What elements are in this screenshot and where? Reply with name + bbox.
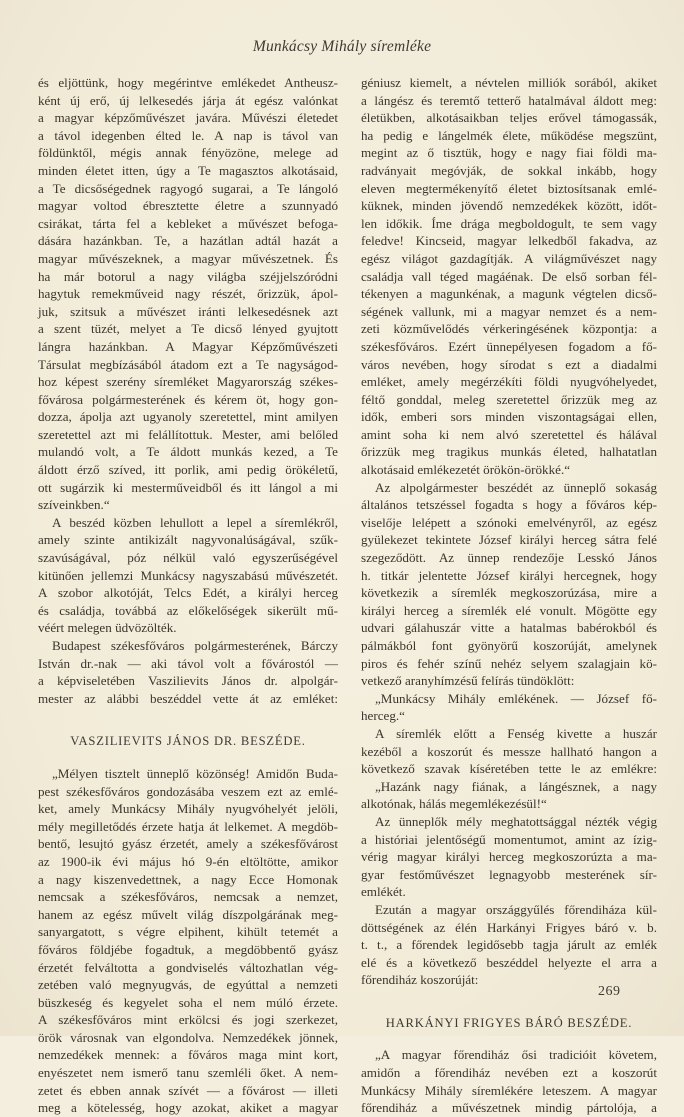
text-line: hoz képest szerény síremléket Magyarország székes-: [38, 374, 338, 390]
text-line: főváros földjébe fogadtuk, a megdöbbentő gyász: [38, 941, 338, 957]
text-line: Munkácsy Mihály síremlékére leteszem. A magyar: [361, 1082, 657, 1098]
text-line: meg a kötelesség, hogy azokat, akiket a magyar: [38, 1100, 338, 1116]
text-line: általános tetszéssel fogadta s hogy a főváros kép-: [361, 497, 657, 513]
text-line: a históriai jelentőségű momentumot, amint az ízig-: [361, 831, 657, 847]
text-line: a szent tüzét, melyet a Te dicső lényed gyujtott: [38, 321, 338, 337]
text-line: A beszéd közben lehullott a lepel a síremlékről,: [52, 514, 338, 530]
text-line: életükben, alkotásaikban teljes erővel támogassák,: [361, 110, 657, 126]
text-line: elé és a következő beszéddel helyezte el arra a: [361, 954, 657, 970]
text-line: dására hazánkban. Te, a hazátlan adtál hazát a: [38, 233, 338, 249]
text-line: családja vall téged magáénak. De első sorban fél-: [361, 268, 657, 284]
text-line: nemzedékek mennek: a főváros maga mint kort,: [38, 1047, 338, 1063]
text-line: város nevében, hogy sírodat s ezt a diadalmi: [361, 356, 657, 372]
text-line: pálmákból font gyönyörű koszorúját, amelynek: [361, 638, 657, 653]
text-line: kezéből a koszorút és messze hallható hangon a: [361, 743, 657, 759]
text-line: érzetét felváltotta a gondviselés változhatlan vég-: [38, 959, 338, 975]
text-line: A székesfőváros mint erkölcsi és jogi szerkezet,: [38, 1012, 338, 1028]
text-line: István dr.-nak — aki távol volt a fővárostól —: [38, 655, 338, 671]
text-line: a távol idegenben élted le. A nap is távol van: [38, 127, 338, 143]
text-line: sanyargatott, s végre elpihent, kihült tetemét a: [38, 924, 338, 940]
text-line: udvari gálahuszár vitte a hatalmas babérokból és: [361, 620, 657, 636]
text-line: mester az alábbi beszéddel vette át az emléket:: [38, 690, 338, 706]
text-line: következik a síremlék megkoszorúzása, mire a: [361, 585, 657, 601]
text-line: Az ünneplők mély meghatottsággal nézték végig: [375, 813, 657, 829]
text-line: magyar művészeknek, a magyar művészetnek. És: [38, 250, 338, 266]
text-line: földünktől, mégis annak fényözöne, melege ad: [38, 145, 338, 161]
paragraph: [38, 637, 338, 707]
text-line: enyészetet nem ismerő tanu szemléli őket. A nem-: [38, 1065, 338, 1081]
text-line: Budapest székesfőváros polgármesterének, Bárczy: [52, 638, 338, 653]
text-line: idők, emberi sors minden viszontagságai ellen,: [361, 409, 657, 425]
text-line: a lángész és teremtő tetterő hatalmával áldott meg:: [361, 92, 657, 108]
text-line: Az alpolgármester beszédét az ünneplő sokaság: [375, 479, 657, 495]
text-line: küknek, minden jövendő nemzedékek között, időt-: [361, 198, 657, 214]
text-line: a Te dicsőségednek ragyogó sugarai, a Te lángoló: [38, 180, 338, 196]
paragraph: [361, 74, 657, 479]
text-line: királyi herceg a síremlék elé vonult. Mögötte egy: [361, 602, 657, 618]
text-line: géniusz kiemelt, a névtelen milliók sorából, akiket: [361, 75, 657, 90]
text-line: Ezután a magyar országgyűlés főrendiháza kül-: [375, 901, 657, 917]
text-line: gyülekezet tekintete József királyi herceg sátra felé: [361, 532, 657, 548]
text-line: féltő gonddal, meleg szeretettel őrizzük meg az: [361, 391, 657, 407]
text-line: szíveinkben.“: [38, 497, 110, 513]
text-line: herceg.“: [361, 708, 405, 724]
text-line: zetében való megnyugvás, de egyúttal a nemzeti: [38, 977, 338, 993]
text-line: minden életet itten, úgy a Te magasztos alkotásaid,: [38, 162, 338, 178]
text-line: t. t., a főrendek legidősebb tagja járult az emlék: [361, 937, 657, 953]
text-line: A szobor alkotóját, Telcs Edét, a királyi herceg: [38, 585, 338, 601]
text-line: eleven megtermékenyítő életet biztosítsanak emlé-: [361, 180, 657, 196]
text-line: következő szavak kíséretében tette le az emlékre:: [361, 761, 657, 777]
paragraph: [38, 74, 338, 514]
text-line: ként új erő, új lelkesedés járja át egész valónkat: [38, 92, 338, 108]
running-head: Munkácsy Mihály síremléke: [252, 38, 432, 55]
text-line: fővárosa polgármesterének és kérem öt, hogy gon-: [38, 391, 338, 407]
text-line: főrendiház koszorúját:: [361, 972, 479, 988]
text-line: hanem az egész művelt világ díszpolgárának meg-: [38, 906, 338, 922]
text-line: őrizzük meg tragikus munkás életed, halhatatlan: [361, 444, 657, 460]
text-line: véért melegen üdvözölték.: [38, 620, 177, 636]
text-line: dozza, ápolja azt ugyanoly szeretettel, mint amilyen: [38, 409, 338, 425]
paragraph: [361, 725, 657, 778]
paragraph: [361, 901, 657, 989]
text-line: szegeződött. Az ünnep rendezője Lesskó János: [361, 550, 657, 566]
text-line: emléket, amely megérzékíti földi nyugvóhelyedet,: [361, 374, 657, 390]
text-line: „Munkácsy Mihály emlékének. — József fő-: [375, 690, 657, 706]
text-line: a nagy kiszenvedettnek, a nagy Ecce Homonak: [38, 871, 338, 887]
text-line: mély megilletődés érzete hatja át lelkemet. A megdöb-: [38, 818, 338, 834]
text-line: hagytuk remekműveid nagy részét, őrizzük, ápol-: [38, 286, 338, 302]
text-line: emlékét.: [361, 884, 406, 900]
text-line: amely szinte antikizált nagyvonalúságával, szűk-: [38, 532, 338, 548]
text-line: magyar voltod ébresztette életre a szunnyadó: [38, 198, 338, 214]
text-line: örök városnak van elgondolva. Nemzedékek jönnek,: [38, 1029, 338, 1045]
text-line: szavúságával, póz nélkül való egyszerűségével: [38, 550, 338, 566]
text-line: nemcsak a székesfőváros, nemcsak a nemzet,: [38, 889, 338, 905]
text-line: feledve! Kincseid, magyar lelkedből fakadva, az: [361, 233, 657, 249]
paragraph: [38, 514, 338, 637]
text-line: vetkező aranyhímzésű felírás tündöklött:: [361, 673, 575, 689]
section-heading: VASZILIEVITS JÁNOS DR. BESZÉDE.: [70, 734, 306, 749]
text-line: len időkik. Íme drága megboldogult, te sem vagy: [361, 215, 657, 231]
text-line: „Hazánk nagy fiának, a lángésznek, a nagy: [375, 778, 657, 794]
paragraph: [361, 778, 657, 813]
section-heading: HARKÁNYI FRIGYES BÁRÓ BESZÉDE.: [385, 1015, 633, 1030]
text-line: lángra hazánkban. A Magyar Képzőművészeti: [38, 338, 338, 354]
text-line: a magyar képzőművészet javára. Művészi életedet: [38, 110, 338, 126]
text-line: Társulat megbízásából átadom ezt a Te nagyságod-: [38, 356, 338, 372]
text-line: mulandó volt, a Te áldott munkás kezed, a Te: [38, 444, 338, 460]
page-number: 269: [598, 984, 621, 999]
paragraph: [38, 765, 338, 1117]
text-line: az 1900-ik évi május hó 9-én eltöltötte, amikor: [38, 853, 338, 869]
text-line: piros és fehér színű nehéz selyem szalagjain kö-: [361, 655, 657, 671]
text-line: alkotónak, hálás megemlékezésül!“: [361, 796, 547, 812]
text-line: amint soha ki nem alvó szeretettel és hálával: [361, 426, 657, 442]
text-line: bentő, lesujtó gyász érzetét, amely a székesfővárost: [38, 836, 338, 852]
text-line: egész világot gazdagítják. A világművészet nagy: [361, 250, 657, 266]
text-line: viselője lelépett a szónoki emelvényről, az egész: [361, 514, 657, 530]
paragraph: [361, 690, 657, 725]
text-line: szeretettel azt mi felállítottuk. Mester, ami belőled: [38, 426, 338, 442]
text-line: és családja, továbbá az előkelőségek sikerült mű-: [38, 602, 338, 618]
text-line: juk, szitsuk a művészet iránti lelkesedésnek azt: [38, 303, 338, 319]
text-line: kitünően jellemzi Munkácsy nagyszabású művészetét.: [38, 567, 338, 583]
text-line: tékenyen a magunkénak, a magunk végtelen dicső-: [361, 286, 657, 302]
text-line: ha már botorul a nagy világba széjjelszóródni: [38, 268, 338, 284]
text-line: pest székesfőváros gondozásába veszem ezt az emlé-: [38, 783, 338, 799]
text-line: ha pedig e lángelmék élete, működése megszünt,: [361, 127, 657, 143]
text-line: zetet és ebben annak szívét — a fővárost — illeti: [38, 1082, 338, 1098]
text-line: megint az ő tisztük, hogy e nagy fiai földi ma-: [361, 145, 657, 161]
text-line: zeti közművelődés vérkeringésének központja: a: [361, 321, 657, 337]
text-line: döttségének az élén Harkányi Frigyes báró v. b.: [361, 919, 657, 935]
text-line: székesfőváros. Ezért ünnepélyesen fogadom a fő-: [361, 338, 657, 354]
text-line: csirákat, tárta fel a kebleket a művészet befoga-: [38, 215, 338, 231]
text-line: főrendiház a művészetnek mindig pártolója, a: [361, 1100, 657, 1116]
right-column: [361, 74, 657, 1117]
text-line: büszkeség és kegyelet soha el nem múló érzete.: [38, 994, 338, 1010]
text-line: alkotásaid emlékezetét örökön-örökké.“: [361, 462, 571, 478]
text-line: h. titkár jelentette József királyi hercegnek, hogy: [361, 567, 657, 583]
text-line: ségének vallunk, mi a magyar nemzet és a nem-: [361, 303, 657, 319]
text-line: A síremlék előtt a Fenség kivette a huszár: [375, 725, 657, 741]
text-line: ott sugárzik ki mesterműveidből és itt lángol a mi: [38, 479, 338, 495]
text-line: gyar festőművészet legnagyobb mesterének sír-: [361, 866, 657, 882]
text-line: ket, amely Munkácsy Mihály nyugvóhelyét jelöli,: [38, 801, 338, 817]
paragraph: [361, 479, 657, 690]
text-line: „A magyar főrendiház ősi tradicióit követem,: [375, 1047, 657, 1063]
text-line: a képviseletében Vaszilievits János dr. alpolgár-: [38, 673, 338, 689]
text-line: és eljöttünk, hogy megérintve emlékedet Antheusz-: [38, 75, 338, 90]
paragraph: [361, 813, 657, 901]
text-line: vérig magyar királyi herceg megkoszorúzta a ma-: [361, 849, 657, 865]
text-line: radványait megóvják, de sokkal inkább, hogy: [361, 162, 657, 178]
text-line: amidőn a főrendiház nevében ezt a koszorút: [361, 1065, 657, 1081]
text-line: „Mélyen tisztelt ünneplő közönség! Amidőn Buda-: [52, 765, 338, 781]
paragraph: [361, 1046, 657, 1116]
left-column: [38, 74, 338, 1117]
text-line: áldott érző szíved, itt porlik, ami pedig örökéletű,: [38, 462, 338, 478]
